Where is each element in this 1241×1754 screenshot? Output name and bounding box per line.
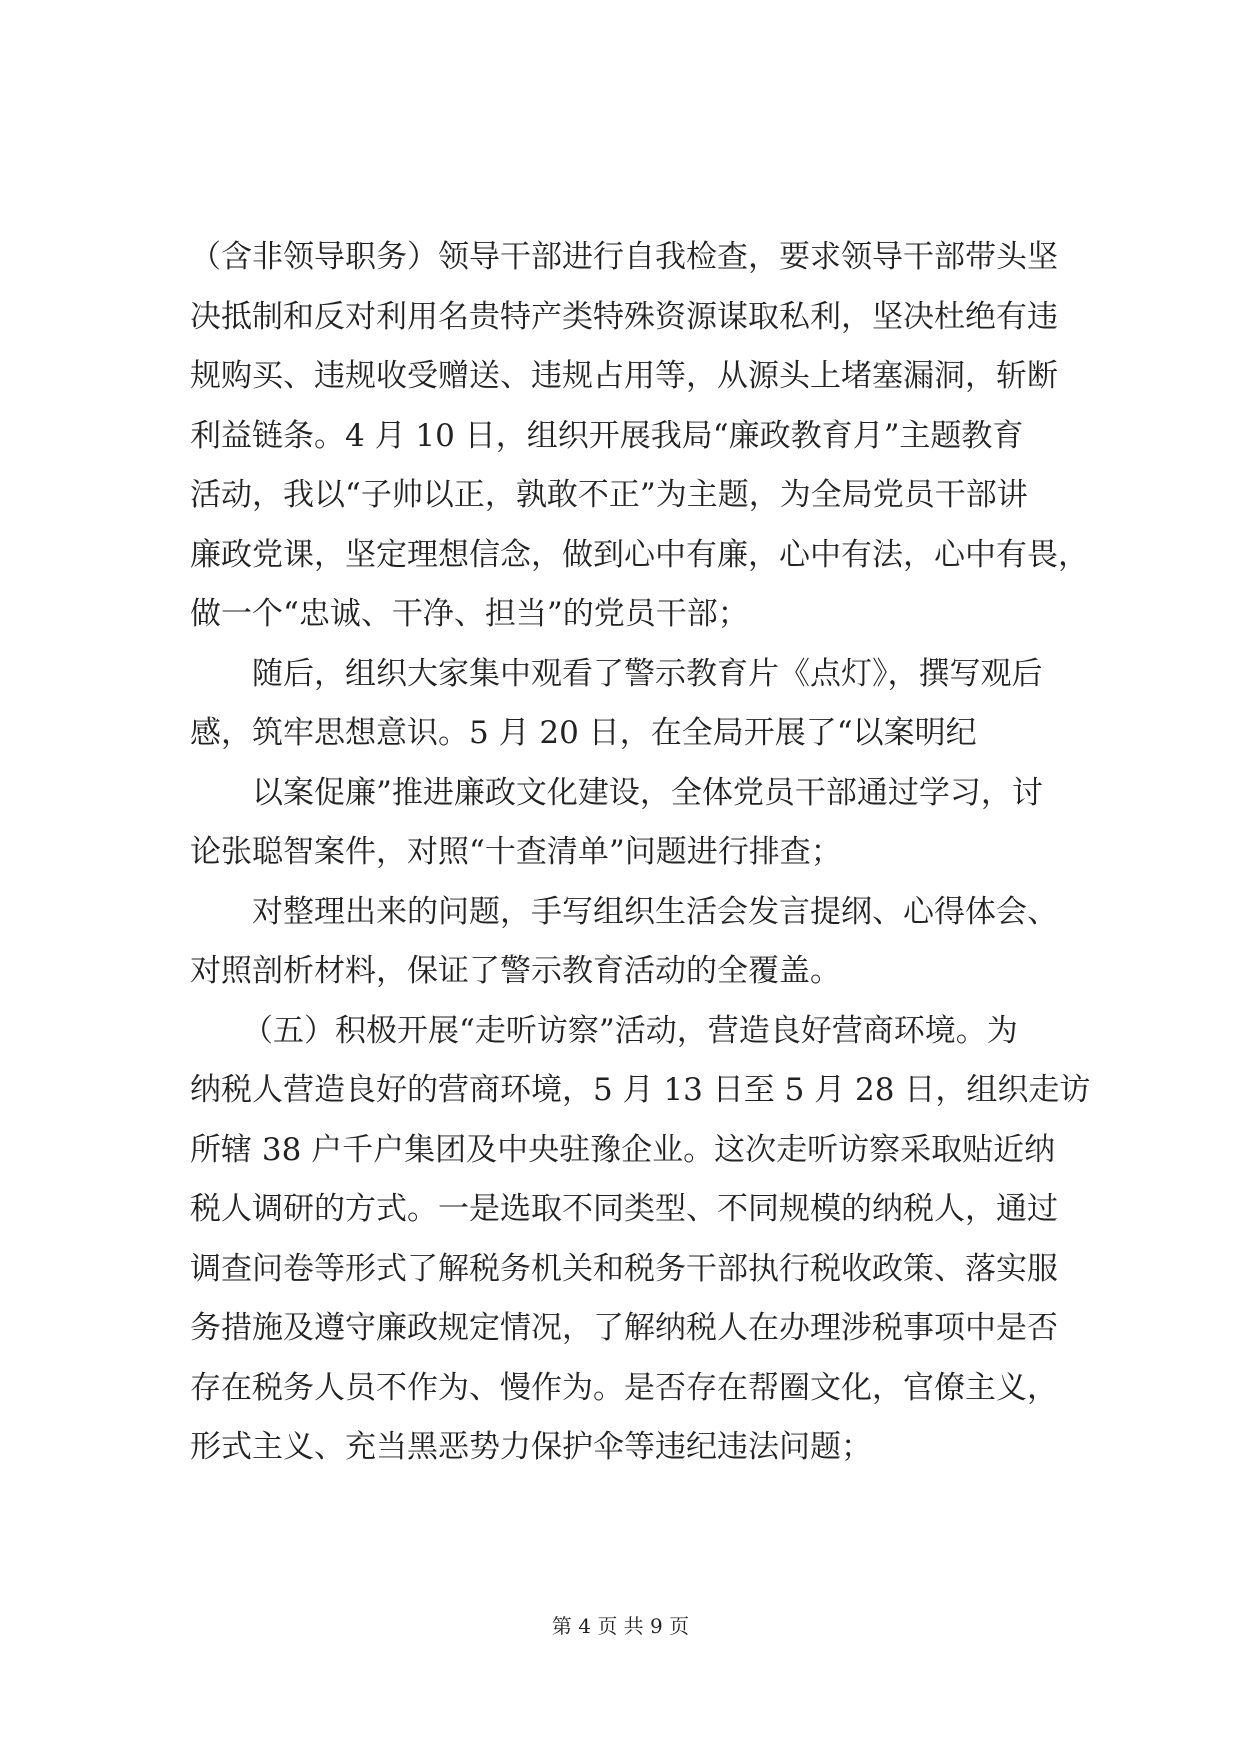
text-line: 纳税人营造良好的营商环境，5 月 13 日至 5 月 28 日，组织走访	[190, 1072, 1091, 1108]
text-line: （含非领导职务）领导干部进行自我检查，要求领导干部带头坚	[190, 239, 1058, 275]
section-heading-line: （五）积极开展“走听访察”活动，营造良好营商环境。为	[242, 1012, 1018, 1049]
text-line: 感，筑牢思想意识。5 月 20 日，在全局开展了“以案明纪	[190, 715, 977, 751]
text-line: 调查问卷等形式了解税务机关和税务干部执行税收政策、落实服	[190, 1250, 1058, 1287]
text-line: 活动，我以“子帅以正，孰敢不正”为主题，为全局党员干部讲	[190, 477, 1028, 513]
text-line: 决抵制和反对利用名贵特产类特殊资源谋取私利，坚决杜绝有违	[190, 298, 1058, 335]
page-number-footer: 第 4 页 共 9 页	[551, 1614, 690, 1638]
text-line: 所辖 38 户千户集团及中央驻豫企业。这次走听访察采取贴近纳	[190, 1131, 1056, 1168]
paragraph-start-line: 对整理出来的问题，手写组织生活会发言提纲、心得体会、	[252, 893, 1058, 930]
text-line: 做一个“忠诚、干净、担当”的党员干部；	[190, 596, 749, 632]
text-line: 形式主义、充当黑恶势力保护伞等违纪违法问题；	[190, 1429, 872, 1465]
text-line: 对照剖析材料，保证了警示教育活动的全覆盖。	[190, 953, 841, 989]
text-line: 利益链条。4 月 10 日，组织开展我局“廉政教育月”主题教育	[190, 417, 1024, 454]
paragraph-start-line: 以案促廉”推进廉政文化建设，全体党员干部通过学习，讨	[252, 774, 1043, 811]
document-body	[190, 228, 1100, 1478]
text-line: 规购买、违规收受赠送、违规占用等，从源头上堵塞漏洞，斩断	[190, 358, 1058, 394]
text-line: 廉政党课，坚定理想信念，做到心中有廉，心中有法，心中有畏，	[190, 536, 1089, 573]
paragraph-start-line: 随后，组织大家集中观看了警示教育片《点灯》，撰写观后	[252, 655, 1043, 692]
text-line: 论张聪智案件，对照“十查清单”问题进行排查；	[190, 834, 842, 870]
text-line: 税人调研的方式。一是选取不同类型、不同规模的纳税人，通过	[190, 1191, 1058, 1227]
text-line: 存在税务人员不作为、慢作为。是否存在帮圈文化，官僚主义，	[190, 1369, 1058, 1406]
text-line: 务措施及遵守廉政规定情况，了解纳税人在办理涉税事项中是否	[190, 1310, 1058, 1346]
